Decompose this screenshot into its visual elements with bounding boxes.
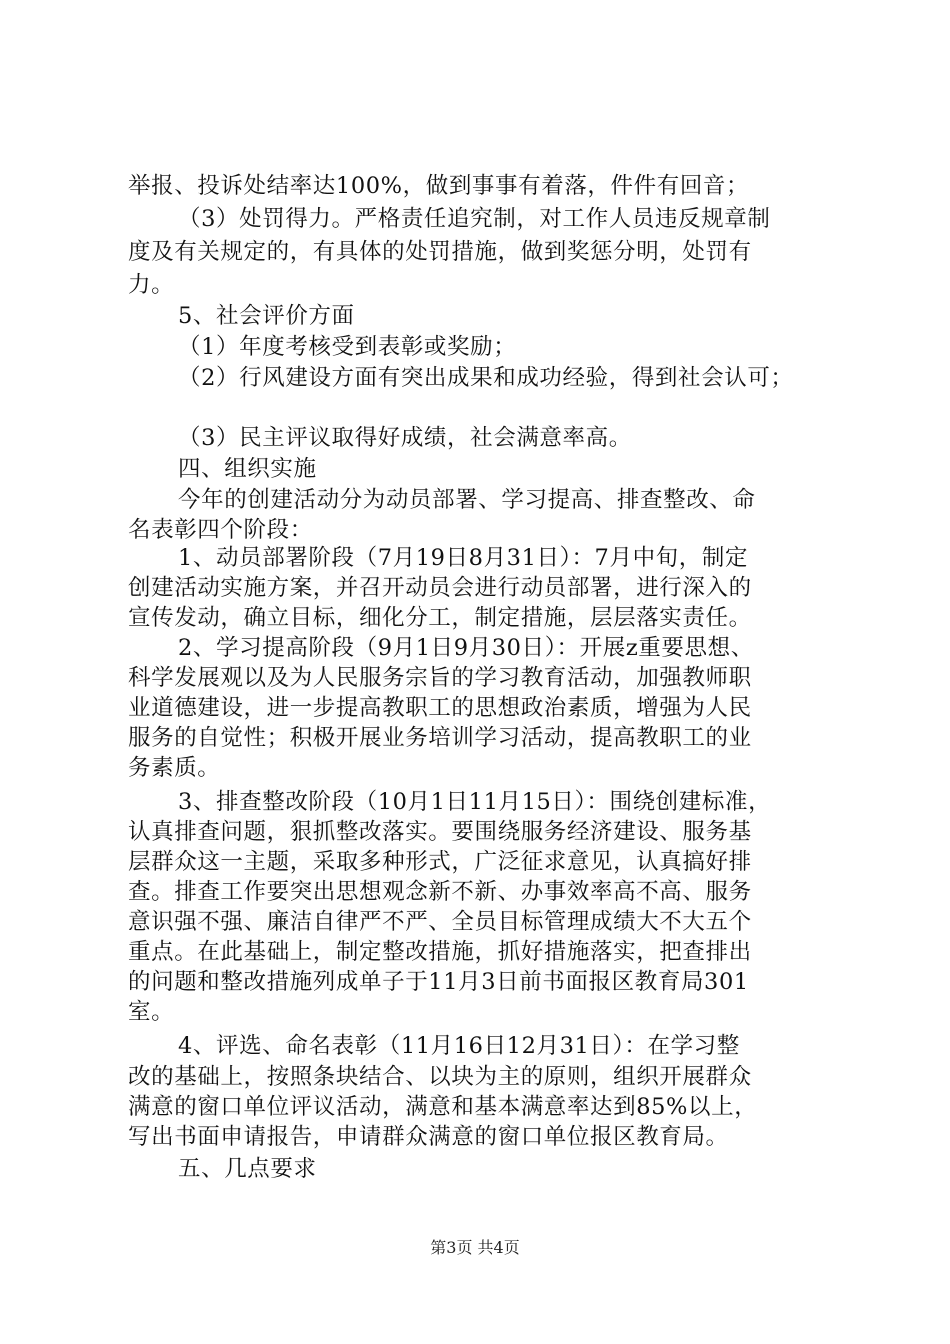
text-line: 度及有关规定的，有具体的处罚措施，做到奖惩分明，处罚有 (128, 239, 752, 265)
text-line: 改的基础上，按照条块结合、以块为主的原则，组织开展群众 (128, 1064, 752, 1090)
text-line: 意识强不强、廉洁自律严不严、全员目标管理成绩大不大五个 (128, 909, 752, 935)
text-line: 重点。在此基础上，制定整改措施，抓好措施落实，把查排出 (128, 939, 752, 965)
text-line: 创建活动实施方案，并召开动员会进行动员部署，进行深入的 (128, 575, 752, 601)
text-line: 务素质。 (128, 755, 221, 781)
section-heading: 五、几点要求 (178, 1156, 317, 1182)
text-line: 举报、投诉处结率达100%，做到事事有着落，件件有回音； (128, 173, 750, 199)
text-line: 科学发展观以及为人民服务宗旨的学习教育活动，加强教师职 (128, 665, 752, 691)
text-line: 名表彰四个阶段： (128, 517, 313, 543)
text-line: 1、动员部署阶段（7月19日8月31日）：7月中旬，制定 (178, 545, 749, 571)
text-line: （3）民主评议取得好成绩，社会满意率高。 (178, 425, 632, 451)
text-line: （1）年度考核受到表彰或奖励； (178, 334, 517, 360)
text-line: 写出书面申请报告，申请群众满意的窗口单位报区教育局。 (128, 1124, 729, 1150)
page-number-footer: 第3页 共4页 (430, 1238, 520, 1257)
text-line: 4、评选、命名表彰（11月16日12月31日）：在学习整 (178, 1033, 740, 1059)
text-line: 服务的自觉性；积极开展业务培训学习活动，提高教职工的业 (128, 725, 752, 751)
text-line: 3、排查整改阶段（10月1日11月15日）：围绕创建标准， (178, 789, 772, 815)
text-line: 宣传发动，确立目标，细化分工，制定措施，层层落实责任。 (128, 605, 752, 631)
text-line: 力。 (128, 272, 175, 298)
section-heading: 四、组织实施 (178, 456, 317, 482)
text-line: （3）处罚得力。严格责任追究制，对工作人员违反规章制 (178, 206, 771, 232)
text-line: 业道德建设，进一步提高教职工的思想政治素质，增强为人民 (128, 695, 752, 721)
text-line: 认真排查问题，狠抓整改落实。要围绕服务经济建设、服务基 (128, 819, 752, 845)
section-heading: 5、社会评价方面 (178, 303, 355, 329)
text-line: 的问题和整改措施列成单子于11月3日前书面报区教育局301 (128, 969, 749, 995)
text-line: 2、学习提高阶段（9月1日9月30日）：开展z重要思想、 (178, 635, 754, 661)
text-line: 今年的创建活动分为动员部署、学习提高、排查整改、命 (178, 487, 756, 513)
text-line: 室。 (128, 999, 175, 1025)
text-line: 层群众这一主题，采取多种形式，广泛征求意见，认真搞好排 (128, 849, 752, 875)
text-line: 查。排查工作要突出思想观念新不新、办事效率高不高、服务 (128, 879, 752, 905)
text-line: 满意的窗口单位评议活动，满意和基本满意率达到85%以上， (128, 1094, 758, 1120)
text-line: （2）行风建设方面有突出成果和成功经验，得到社会认可； (178, 365, 794, 391)
